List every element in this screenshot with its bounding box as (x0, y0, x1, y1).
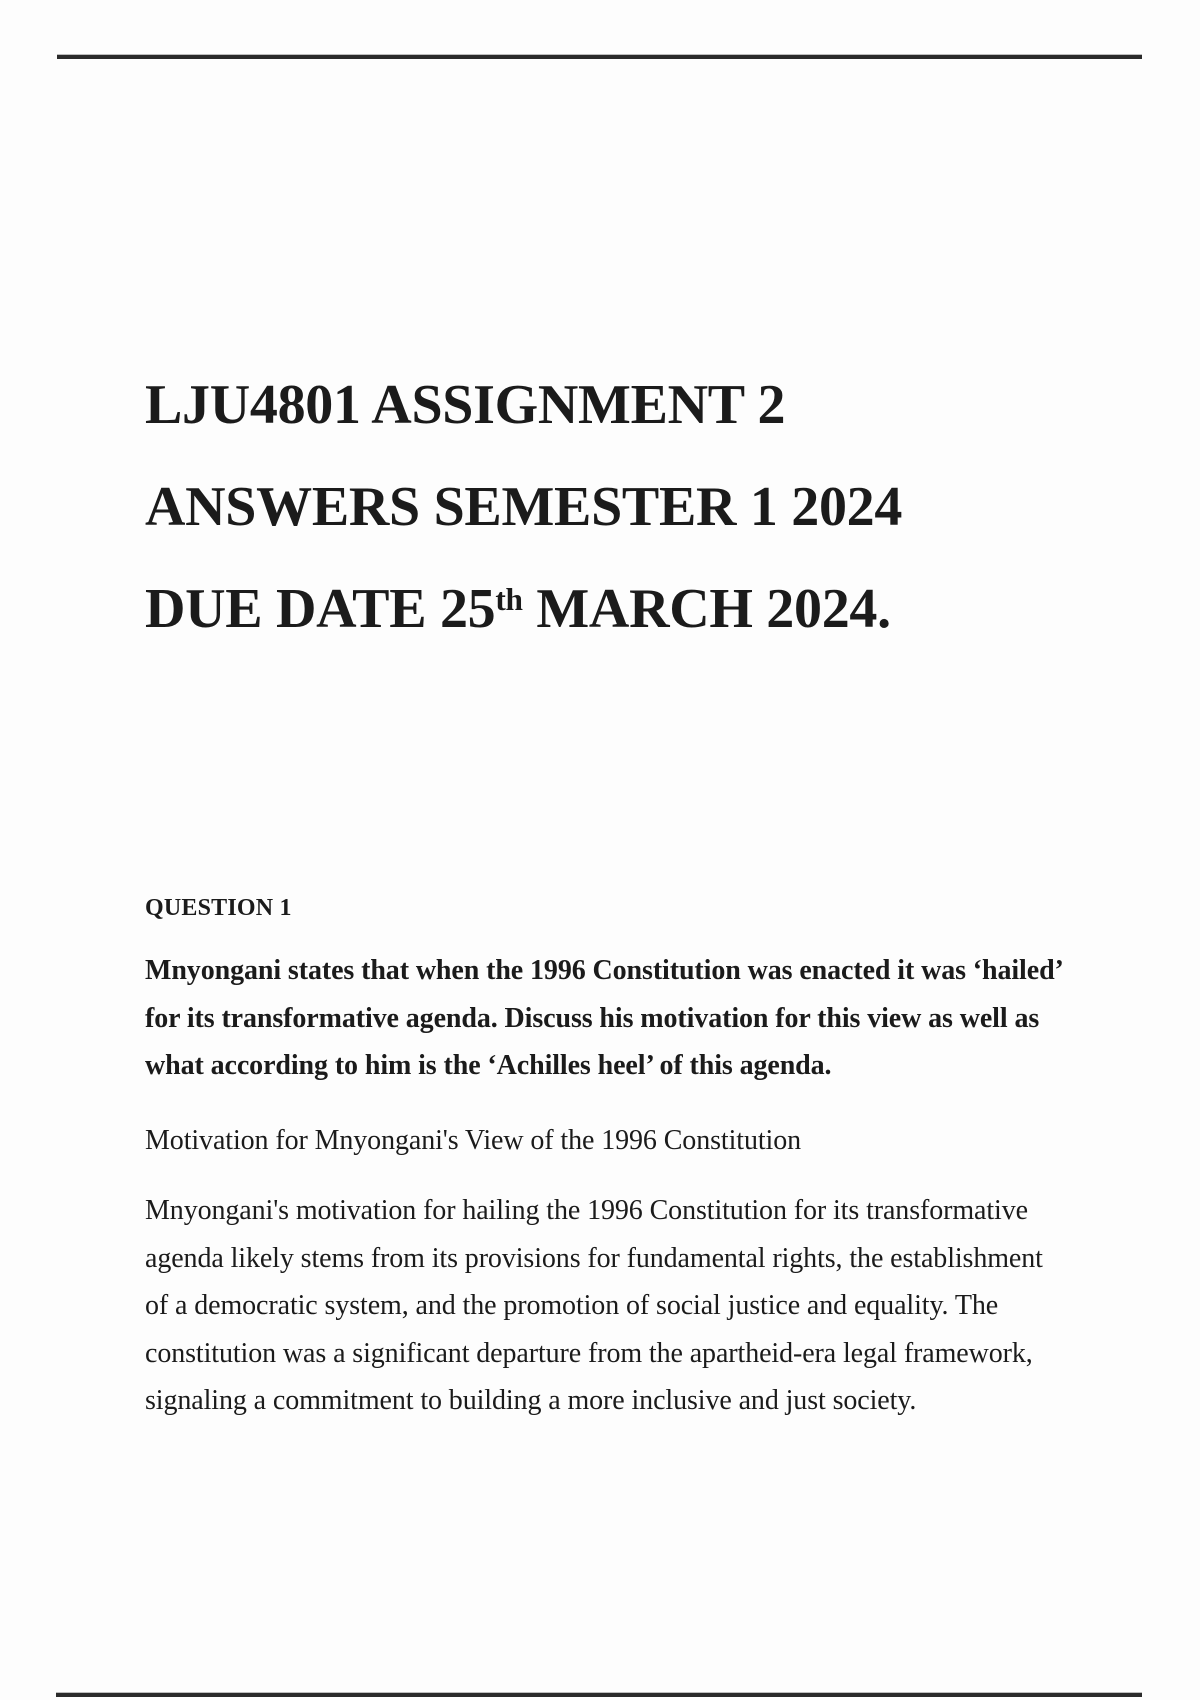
ordinal-suffix: th (495, 582, 523, 618)
document-title (145, 354, 902, 660)
top-rule (57, 55, 1142, 59)
title-line-due-date (145, 558, 902, 660)
prompt-line-2: for its transformative agenda. Discuss his motivation for this view as well as (145, 1002, 1040, 1034)
title-line-1: LJU4801 ASSIGNMENT 2 (145, 374, 786, 436)
question-prompt (145, 947, 1064, 1090)
question-heading: QUESTION 1 (145, 895, 292, 921)
answer-subheading: Motivation for Mnyongani's View of the 1996 Constitution (145, 1125, 801, 1156)
due-date-text-post: MARCH 2024. (522, 578, 891, 640)
title-line-2: ANSWERS SEMESTER 1 2024 (145, 476, 903, 538)
bottom-rule (56, 1693, 1142, 1697)
prompt-line-1: Mnyongani states that when the 1996 Constitution was enacted it was ‘hailed’ (145, 955, 1064, 986)
answer-paragraph (145, 1187, 1043, 1425)
answer-line-5: signaling a commitment to building a more inclusive and just society. (145, 1385, 917, 1416)
answer-line-3: of a democratic system, and the promotion of social justice and equality. The (145, 1290, 999, 1321)
answer-line-4: constitution was a significant departure from the apartheid-era legal framework, (145, 1337, 1033, 1369)
answer-line-1: Mnyongani's motivation for hailing the 1996 Constitution for its transformative (145, 1195, 1028, 1226)
prompt-line-3: what according to him is the ‘Achilles heel’ of this agenda. (145, 1050, 832, 1081)
answer-line-2: agenda likely stems from its provisions for fundamental rights, the establishment (145, 1242, 1043, 1274)
due-date-text-pre: DUE DATE 25 (145, 578, 496, 640)
